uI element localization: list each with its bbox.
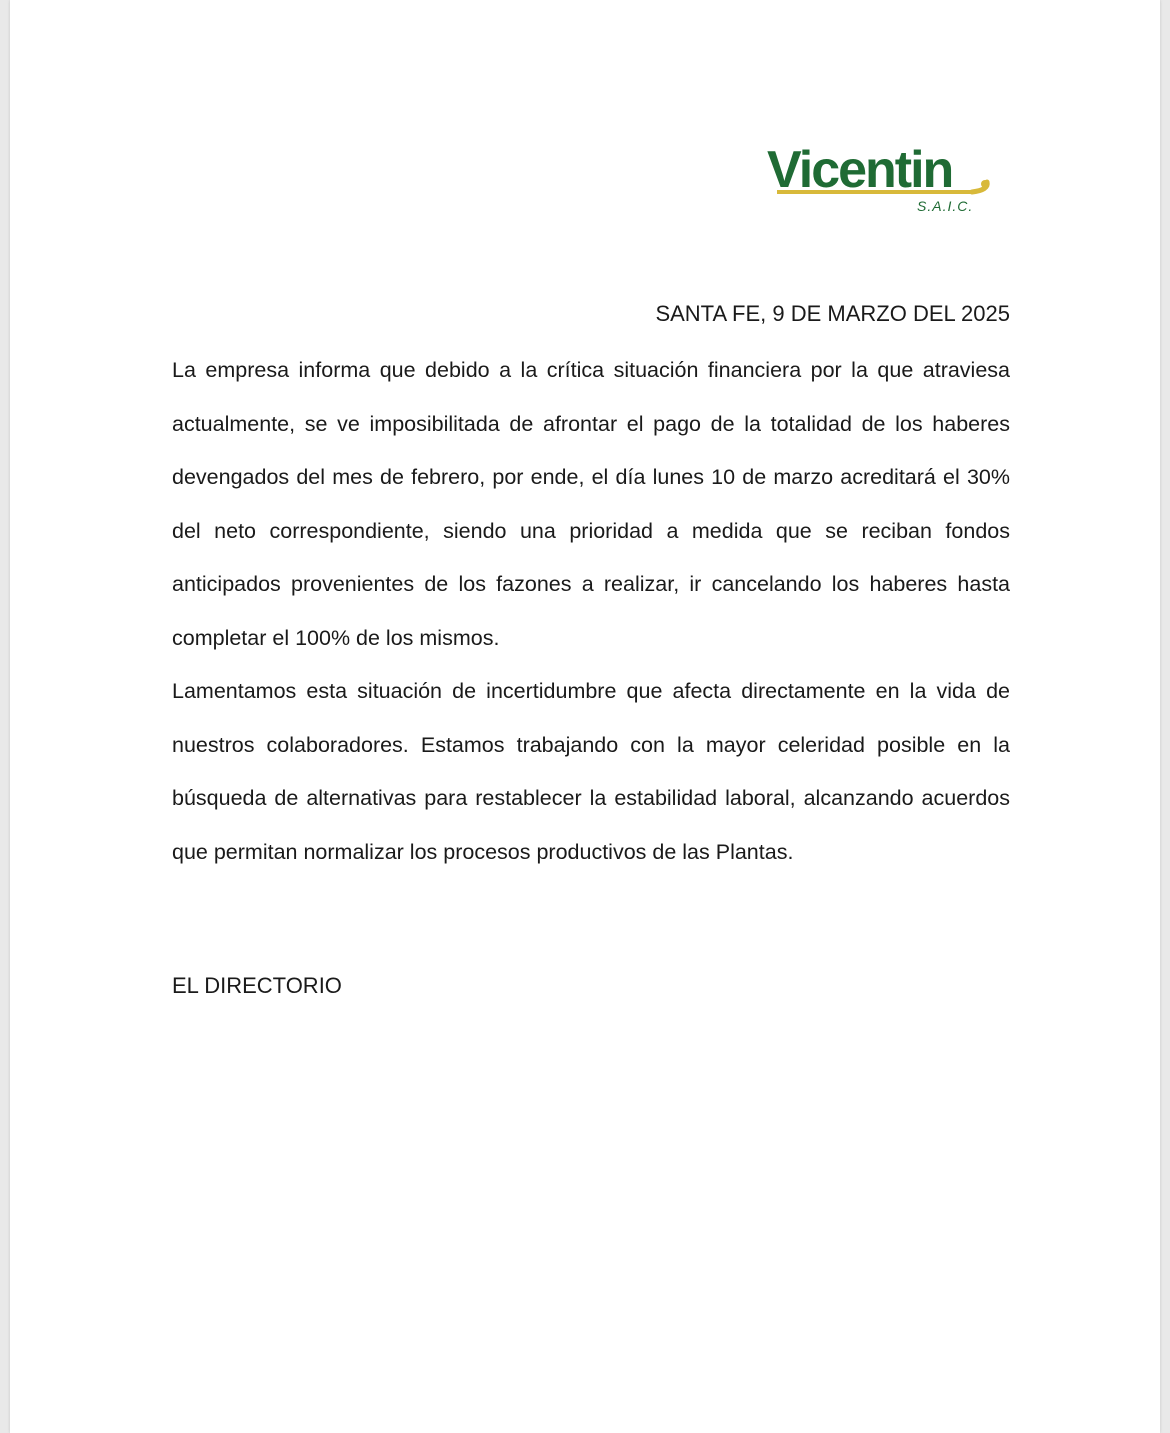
paragraph-1: La empresa informa que debido a la crítica situación financiera por la que atraviesa actualmente, se ve imposibilitada de afrontar el pago de la totalidad de los haberes devengados del mes de febrero, por ende, el día lunes 10 de marzo acreditará el 30% del neto correspondiente, siendo una prioridad a medida que se reciban fondos anticipados provenientes de los fazones a realizar, ir cancelando los haberes hasta completar el 100% de los mismos. xyxy=(172,358,1010,650)
signature: EL DIRECTORIO xyxy=(172,973,342,998)
logo-subtitle: S.A.I.C. xyxy=(917,198,974,214)
logo-wordmark: Vicentin xyxy=(767,141,953,199)
document-body xyxy=(172,344,1010,879)
paragraph-2: Lamentamos esta situación de incertidumbre que afecta directamente en la vida de nuestros colaboradores. Estamos trabajando con la mayor celeridad posible en la búsqueda de alternativas para restablecer la estabilidad laboral, alcanzando acuerdos que permitan normalizar los procesos productivos de las Plantas. xyxy=(172,679,1010,864)
date-line: SANTA FE, 9 DE MARZO DEL 2025 xyxy=(655,301,1010,326)
document-page xyxy=(10,0,1160,1433)
company-logo xyxy=(767,140,1007,220)
